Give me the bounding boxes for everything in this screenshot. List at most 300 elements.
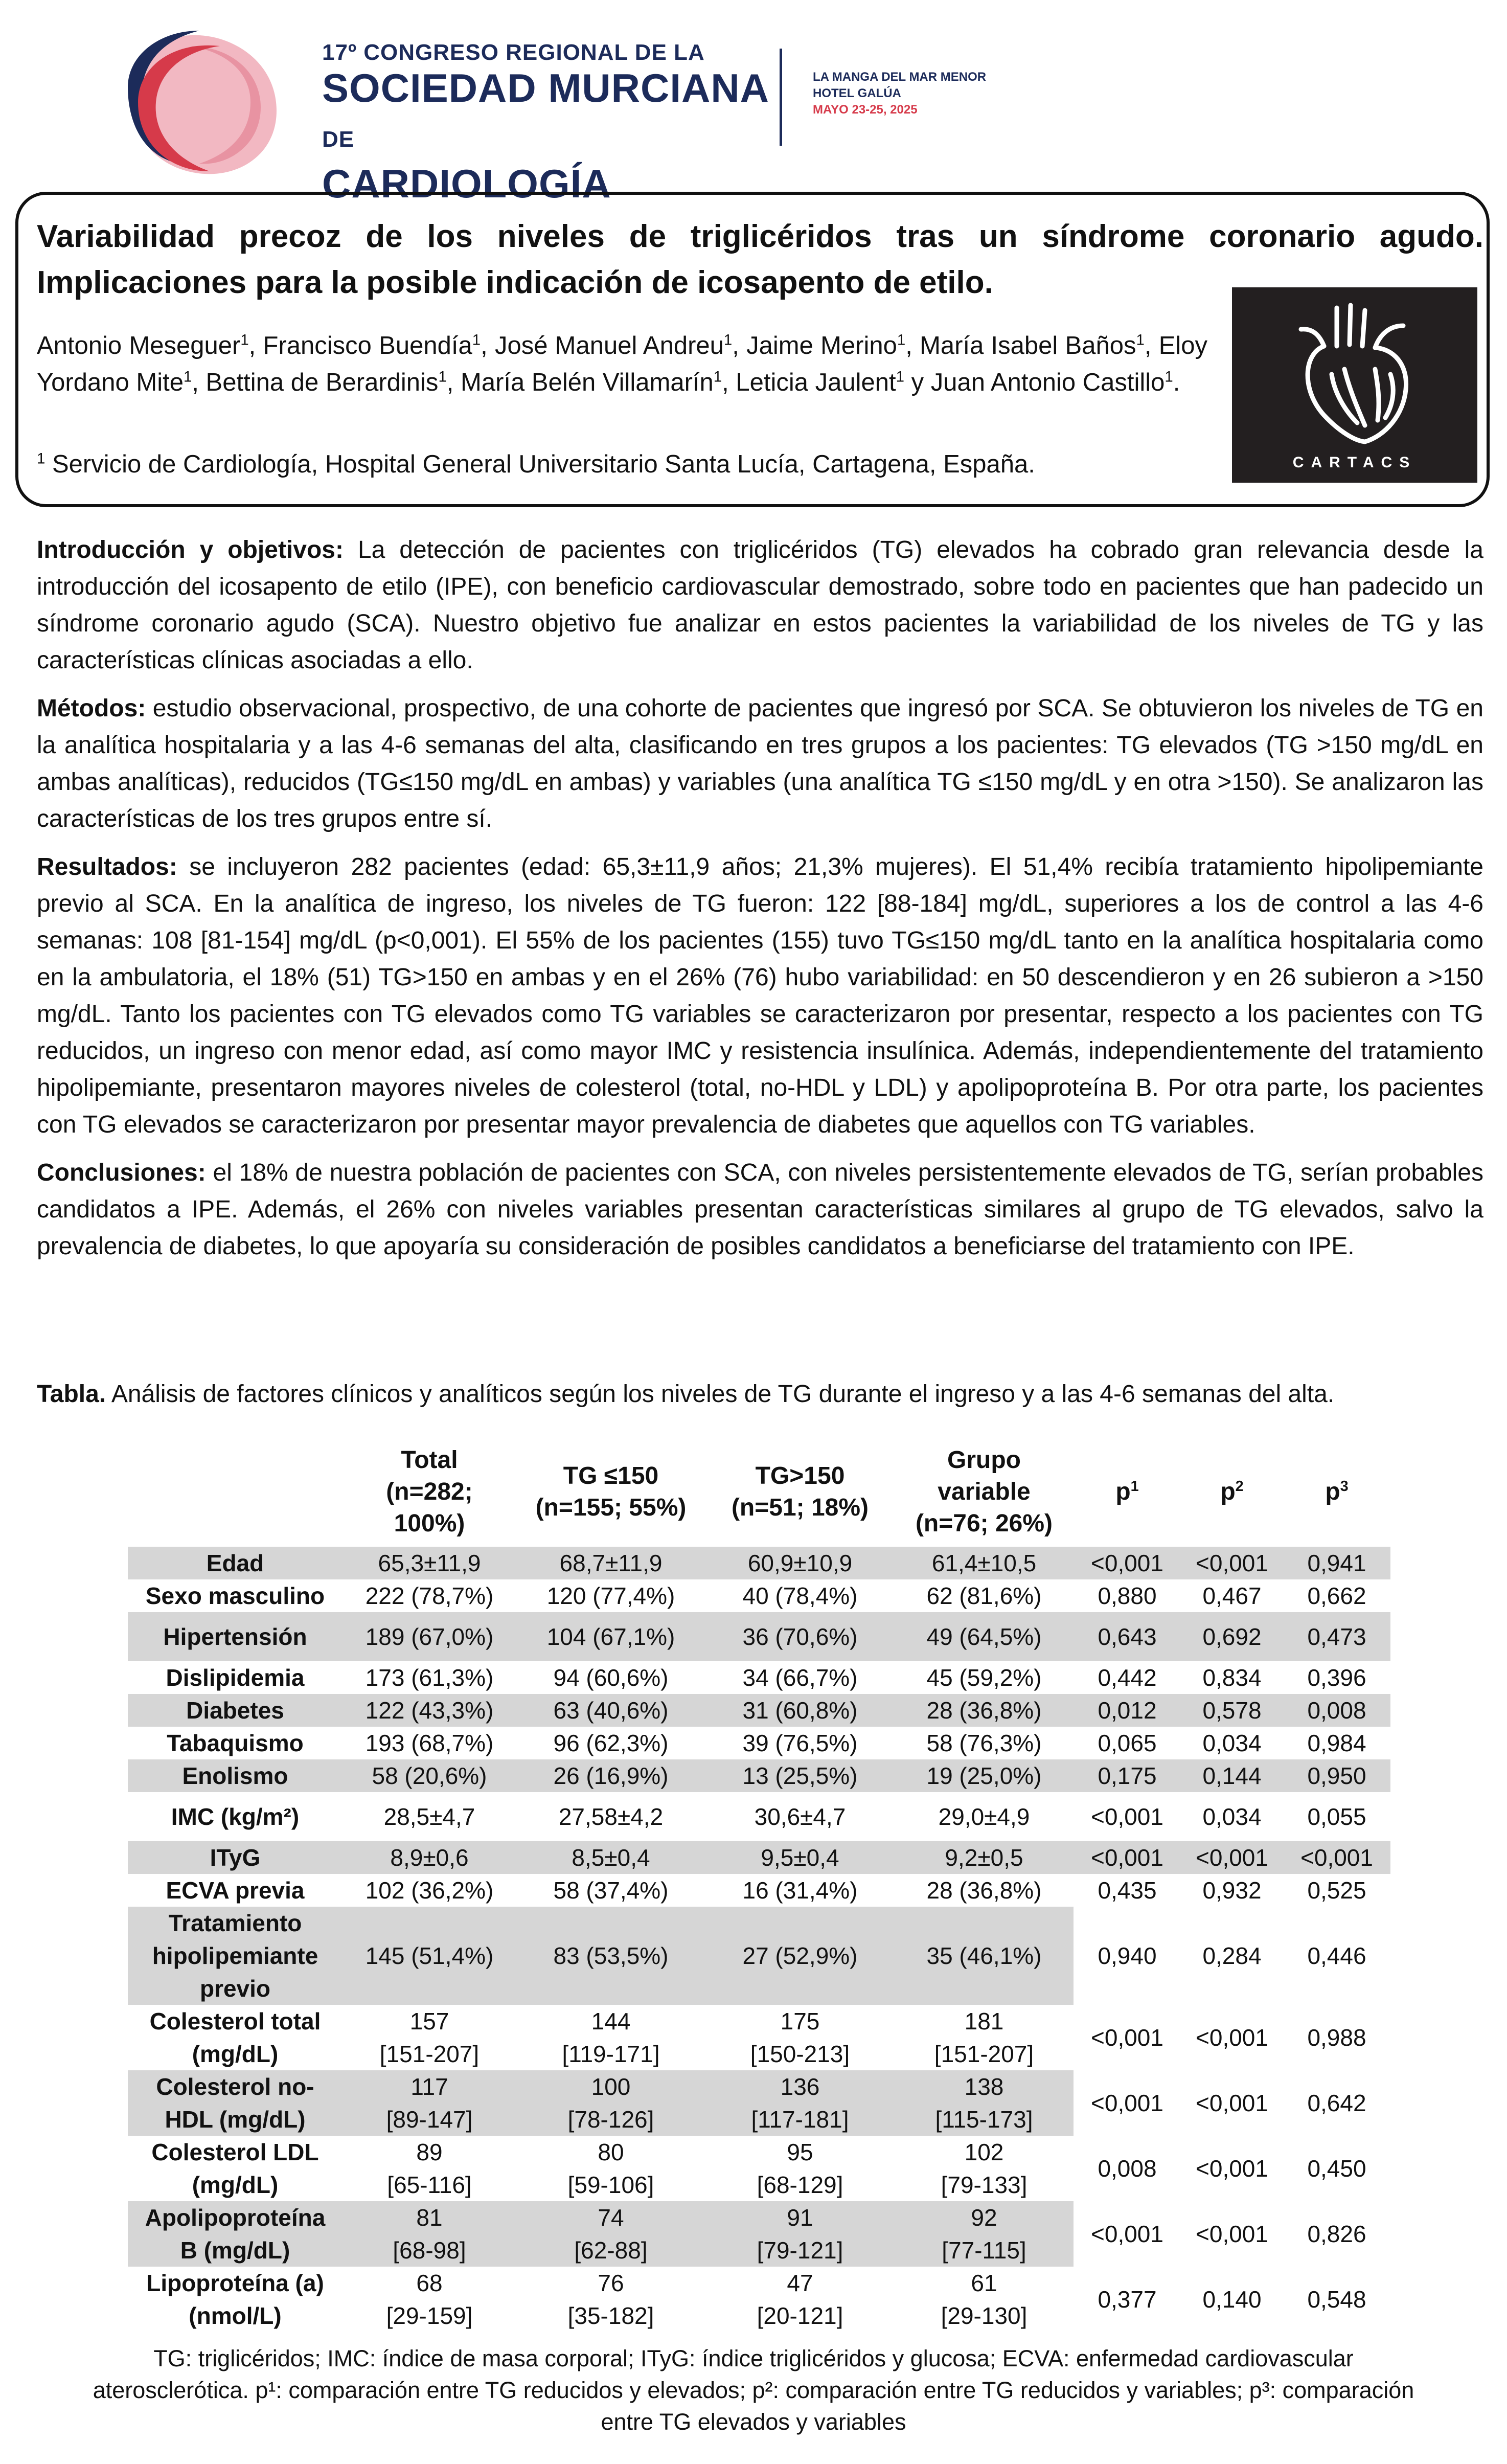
row-label-line: Tratamiento: [168, 1910, 302, 1936]
author-affiliation-sup: 1: [240, 331, 249, 349]
author-name: Jaime Merino: [746, 332, 897, 359]
conclusions-label: Conclusiones:: [37, 1159, 206, 1186]
p-value-cell: 0,932: [1202, 1877, 1262, 1904]
congress-venue: [813, 69, 986, 118]
p-value-cell: <0,001: [1283, 1841, 1390, 1874]
header-line: 100%): [394, 1509, 465, 1537]
results-label: Resultados:: [37, 853, 177, 880]
table-row: [128, 2070, 1390, 2136]
author-affiliation-sup: 1: [897, 331, 906, 349]
p-value-cell: 0,578: [1181, 1694, 1283, 1727]
cell-line: [150-213]: [750, 2041, 850, 2067]
p-value-cell: <0,001: [1074, 1547, 1181, 1579]
row-label-line: Hipertensión: [163, 1623, 307, 1650]
table-cell: [705, 1694, 895, 1727]
row-label: [128, 1612, 342, 1661]
table-cell: [705, 1579, 895, 1612]
table-cell: [342, 1612, 516, 1661]
table-cell: [342, 2201, 516, 2267]
cell-line: 62 (81,6%): [926, 1583, 1042, 1609]
cell-line: 68: [416, 2270, 443, 2296]
cell-line: 138: [964, 2073, 1004, 2100]
table-cell: [516, 2005, 705, 2070]
cell-line: 76: [598, 2270, 624, 2296]
abstract-introduction: [37, 532, 1483, 679]
table-cell: [895, 2136, 1074, 2201]
cell-line: 181: [964, 2008, 1004, 2035]
cell-line: [117-181]: [751, 2106, 849, 2133]
cell-line: 100: [591, 2073, 631, 2100]
table-row: [128, 2201, 1390, 2267]
cell-line: 80: [598, 2139, 624, 2165]
table-cell: [895, 1694, 1074, 1727]
cell-line: 29,0±4,9: [938, 1803, 1030, 1830]
table-cell: [705, 2005, 895, 2070]
table-cell: [516, 1841, 705, 1874]
row-label: [128, 2005, 342, 2070]
table-cell: [705, 1874, 895, 1907]
cell-line: 102 (36,2%): [365, 1877, 494, 1904]
cell-line: 61,4±10,5: [931, 1550, 1037, 1576]
p-value-cell: 0,034: [1202, 1730, 1262, 1756]
p-value-cell: 0,826: [1283, 2201, 1390, 2267]
header-line: Grupo: [947, 1446, 1021, 1474]
cell-line: 39 (76,5%): [742, 1730, 858, 1756]
row-label-line: Tabaquismo: [167, 1730, 304, 1756]
p-value-cell: 0,144: [1181, 1759, 1283, 1792]
abstract-conclusions: [37, 1155, 1483, 1265]
cell-line: 47: [787, 2270, 813, 2296]
cell-line: 92: [971, 2204, 997, 2231]
p-value-cell: 0,012: [1074, 1694, 1181, 1727]
p-value-cell: <0,001: [1181, 1547, 1283, 1579]
table-cell: [895, 1907, 1074, 2005]
table-cell: [895, 1547, 1074, 1579]
table-cell: [342, 1841, 516, 1874]
cell-line: 144: [591, 2008, 631, 2035]
row-label-line: (mg/dL): [192, 2172, 279, 2198]
p-value-cell: 0,175: [1074, 1759, 1181, 1792]
cell-line: 28,5±4,7: [383, 1803, 475, 1830]
p-value-cell: 0,692: [1181, 1612, 1283, 1661]
table-header-cell: [705, 1437, 895, 1547]
cell-line: 104 (67,1%): [546, 1623, 675, 1650]
table-cell: [705, 1792, 895, 1841]
abstract-methods: [37, 690, 1483, 838]
cell-line: [65-116]: [387, 2172, 472, 2198]
header-label: p: [1220, 1478, 1236, 1505]
p-value-cell: 0,950: [1283, 1759, 1390, 1792]
table-cell: [342, 2070, 516, 2136]
cell-line: 28 (36,8%): [926, 1877, 1042, 1904]
cell-line: 222 (78,7%): [365, 1583, 494, 1609]
p-value-cell: 0,442: [1098, 1664, 1157, 1691]
table-cell: [516, 1907, 705, 2005]
table-cell: [895, 2070, 1074, 2136]
author-affiliation-sup: 1: [1136, 331, 1145, 349]
abstract: [37, 532, 1483, 1276]
table-cell: [342, 1907, 516, 2005]
cell-line: [59-106]: [567, 2172, 654, 2198]
table-cell: [705, 1759, 895, 1792]
table-cell: [895, 1579, 1074, 1612]
table-cell: [342, 1661, 516, 1694]
author-name: María Belén Villamarín: [461, 369, 714, 396]
p-value-cell: 0,473: [1283, 1612, 1390, 1661]
congress-edition: 17º CONGRESO REGIONAL DE LA: [322, 40, 705, 65]
cell-line: 45 (59,2%): [926, 1664, 1042, 1691]
table-header-cell: [895, 1437, 1074, 1547]
row-label: [128, 1907, 342, 2005]
cell-line: 58 (20,6%): [372, 1762, 487, 1789]
author-name: María Isabel Baños: [920, 332, 1136, 359]
congress-logo-icon: [107, 26, 296, 179]
cell-line: 68,7±11,9: [559, 1550, 663, 1576]
cell-line: [79-121]: [757, 2237, 843, 2264]
cell-line: [29-159]: [386, 2302, 473, 2329]
cell-line: 95: [787, 2139, 813, 2165]
cell-line: 102: [964, 2139, 1004, 2165]
row-label: [128, 1727, 342, 1759]
header-divider: [780, 49, 782, 146]
cell-line: 61: [971, 2270, 997, 2296]
table-header-cell: [128, 1437, 342, 1547]
results-table: [128, 1437, 1390, 2332]
author-affiliation-sup: 1: [896, 368, 905, 386]
table-cell: [516, 1694, 705, 1727]
cell-line: 40 (78,4%): [742, 1583, 858, 1609]
p-value-cell: 0,008: [1283, 1694, 1390, 1727]
p-value-cell: 0,467: [1202, 1583, 1262, 1609]
row-label: [128, 1547, 342, 1579]
table-cell: [516, 1547, 705, 1579]
cell-line: 9,5±0,4: [761, 1844, 839, 1871]
row-label-line: hipolipemiante: [152, 1942, 318, 1969]
header-line: variable: [938, 1478, 1031, 1505]
p-value-cell: 0,834: [1202, 1664, 1262, 1691]
table-row: [128, 2136, 1390, 2201]
table-cell: [895, 1874, 1074, 1907]
header-sup: 1: [1130, 1478, 1139, 1495]
row-label: [128, 2201, 342, 2267]
table-row: [128, 1907, 1390, 2005]
cell-line: [78-126]: [567, 2106, 654, 2133]
p-value-cell: <0,001: [1181, 2136, 1283, 2201]
cell-line: 27 (52,9%): [742, 1942, 858, 1969]
p-value-cell: <0,001: [1074, 2201, 1181, 2267]
author-affiliation-sup: 1: [183, 368, 192, 386]
table-cell: [516, 1661, 705, 1694]
table-cell: [342, 1547, 516, 1579]
table-header-cell: [1074, 1437, 1181, 1547]
author-affiliation-sup: 1: [1164, 368, 1173, 386]
cell-line: 83 (53,5%): [553, 1942, 669, 1969]
cell-line: 26 (16,9%): [553, 1762, 669, 1789]
table-row: [128, 1727, 1390, 1759]
p-value-cell: <0,001: [1074, 2070, 1181, 2136]
table-cell: [516, 1792, 705, 1841]
p-value-cell: 0,880: [1098, 1583, 1157, 1609]
p-value-cell: 0,450: [1283, 2136, 1390, 2201]
cell-line: 136: [780, 2073, 820, 2100]
cell-line: 8,9±0,6: [390, 1844, 469, 1871]
table-cell: [516, 1759, 705, 1792]
cell-line: [151-207]: [934, 2041, 1034, 2067]
table-cell: [705, 1727, 895, 1759]
cell-line: 193 (68,7%): [365, 1730, 494, 1756]
introduction-label: Introducción y objetivos:: [37, 536, 344, 563]
table-cell: [342, 1579, 516, 1612]
row-label-line: Enolismo: [182, 1762, 288, 1789]
row-label-line: ITyG: [210, 1844, 261, 1871]
row-label-line: Apolipoproteína: [145, 2204, 326, 2231]
table-cell: [516, 1612, 705, 1661]
cell-line: 175: [780, 2008, 820, 2035]
p-value-cell: 0,941: [1283, 1547, 1390, 1579]
cell-line: 145 (51,4%): [365, 1942, 494, 1969]
p-value-cell: <0,001: [1074, 1841, 1181, 1874]
row-label-line: HDL (mg/dL): [165, 2106, 306, 2133]
header-line: TG ≤150: [563, 1462, 659, 1489]
cell-line: [79-133]: [941, 2172, 1028, 2198]
cell-line: 189 (67,0%): [365, 1623, 494, 1650]
table-row: [128, 1694, 1390, 1727]
cell-line: 94 (60,6%): [553, 1664, 669, 1691]
p-value-cell: <0,001: [1091, 1803, 1163, 1830]
cell-line: [20-121]: [757, 2302, 843, 2329]
table-cell: [895, 1727, 1074, 1759]
cell-line: 31 (60,8%): [742, 1697, 858, 1724]
cell-line: 16 (31,4%): [742, 1877, 858, 1904]
anatomical-heart-icon: [1288, 298, 1421, 446]
table-cell: [895, 2201, 1074, 2267]
abstract-results: [37, 849, 1483, 1143]
table-cell: [342, 1694, 516, 1727]
cell-line: 63 (40,6%): [553, 1697, 669, 1724]
author-list: Antonio Meseguer$^1$, Francisco Buendía$^1$, José Manuel Andreu$^1$, Jaime Merino$^1$, María Isabel Baños$^1$, Eloy Yordano Mite$^1$, Bettina de Berardinis$^1$, María Belén Villamarín$^1$, Leticia Jaulent$^1$ y Juan Antonio Castillo$^1$.: [37, 331, 1208, 396]
table-cell: [705, 2201, 895, 2267]
p-value-cell: 0,284: [1181, 1907, 1283, 2005]
table-header-cell: [342, 1437, 516, 1547]
table-row: [128, 1792, 1390, 1841]
author-name: Juan Antonio Castillo: [930, 369, 1165, 396]
society-specialty: CARDIOLOGÍA: [322, 161, 611, 206]
cell-line: [115-173]: [935, 2106, 1033, 2133]
cell-line: [77-115]: [942, 2237, 1026, 2264]
cell-line: 157: [409, 2008, 449, 2035]
p-value-cell: 0,940: [1074, 1907, 1181, 2005]
table-cell: [705, 1612, 895, 1661]
header-line: (n=282;: [386, 1478, 473, 1505]
table-cell: [705, 2267, 895, 2332]
introduction-text: La detección de pacientes con triglicéridos (TG) elevados ha cobrado gran relevancia desde la introducción del icosapento de etilo (IPE), con beneficio cardiovascular demostrado, sobre todo en pacientes que han padecido un síndrome coronario agudo (SCA). Nuestro objetivo fue analizar en estos pacientes la variabilidad de los niveles de TG y las características clínicas asociadas a ello.: [37, 536, 1483, 674]
row-label: [128, 1579, 342, 1612]
venue-location: LA MANGA DEL MAR MENOR: [813, 70, 987, 84]
p-value-cell: 0,525: [1307, 1877, 1366, 1904]
row-label-line: previo: [199, 1975, 271, 2002]
table-cell: [895, 1612, 1074, 1661]
table-cell: [342, 2267, 516, 2332]
row-label-line: ECVA previa: [166, 1877, 305, 1904]
p-value-cell: 0,034: [1202, 1803, 1262, 1830]
cell-line: [62-88]: [574, 2237, 648, 2264]
table-header-row: [128, 1437, 1390, 1547]
p-value-cell: 0,662: [1307, 1583, 1366, 1609]
table-cell: [705, 2136, 895, 2201]
society-name-de: DE: [322, 127, 355, 152]
author-affiliation-sup: 1: [723, 331, 733, 349]
table-cell: [895, 1661, 1074, 1694]
society-name: SOCIEDAD MURCIANA: [322, 65, 768, 110]
methods-label: Métodos:: [37, 695, 146, 722]
author-name: Eloy Yordano Mite: [37, 332, 1208, 396]
cell-line: 35 (46,1%): [926, 1942, 1042, 1969]
table-cell: [516, 1727, 705, 1759]
cell-line: [68-129]: [757, 2172, 843, 2198]
row-label: [128, 1792, 342, 1841]
venue-hotel: HOTEL GALÚA: [813, 86, 901, 100]
cell-line: 36 (70,6%): [742, 1623, 858, 1650]
cell-line: 30,6±4,7: [754, 1803, 846, 1830]
table-cell: [342, 2005, 516, 2070]
row-label: [128, 2136, 342, 2201]
p-value-cell: 0,008: [1074, 2136, 1181, 2201]
p-value-cell: 0,446: [1283, 1907, 1390, 2005]
cell-line: 120 (77,4%): [546, 1583, 675, 1609]
affiliation-sup: 1: [37, 450, 45, 467]
table-cell: [705, 1547, 895, 1579]
table-cell: [342, 1874, 516, 1907]
row-label-line: Colesterol LDL: [151, 2139, 319, 2165]
table-row: [128, 1547, 1390, 1579]
row-label: [128, 1759, 342, 1792]
table-cell: [342, 1792, 516, 1841]
p-value-cell: <0,001: [1074, 2005, 1181, 2070]
p-value-cell: <0,001: [1181, 2070, 1283, 2136]
author-name: Bettina de Berardinis: [206, 369, 439, 396]
row-label: [128, 1661, 342, 1694]
table-caption-label: Tabla.: [37, 1381, 106, 1408]
congress-header: [0, 0, 1507, 206]
p-value-cell: <0,001: [1181, 2201, 1283, 2267]
table-cell: [516, 2201, 705, 2267]
table-caption: [37, 1378, 1483, 1411]
cell-line: [151-207]: [379, 2041, 480, 2067]
cell-line: 173 (61,3%): [365, 1664, 494, 1691]
cell-line: [68-98]: [393, 2237, 466, 2264]
methods-text: estudio observacional, prospectivo, de una cohorte de pacientes que ingresó por SCA. Se obtuvieron los niveles de TG en la analítica hospitalaria y a las 4-6 semanas del alta, clasificando en tres grupos a los pacientes: TG elevados (TG >150 mg/dL en ambas analíticas), reducidos (TG≤150 mg/dL en ambas) y variables (una analítica TG ≤150 mg/dL y en otra >150). Se analizaron las características de los tres grupos entre sí.: [37, 695, 1484, 832]
cell-line: 96 (62,3%): [553, 1730, 669, 1756]
venue-dates: MAYO 23-25, 2025: [813, 103, 918, 117]
row-label-line: B (mg/dL): [180, 2237, 290, 2264]
results-text: se incluyeron 282 pacientes (edad: 65,3±11,9 años; 21,3% mujeres). El 51,4% recibía tratamiento hipolipemiante previo al SCA. En la analítica de ingreso, los niveles de TG fueron: 122 [88-184] mg/dL, superiores a los de control a las 4-6 semanas: 108 [81-154] mg/dL (p<0,001). El 55% de los pacientes (155) tuvo TG≤150 mg/dL tanto en la analítica hospitalaria como en la ambulatoria, el 18% (51) TG>150 en ambas y en el 26% (76) hubo variabilidad: en 50 descendieron y en 26 subieron a >150 mg/dL. Tanto los pacientes con TG elevados como TG variables se caracterizaron por presentar, respecto a los pacientes con TG reducidos, un ingreso con menor edad, así como mayor IMC y resistencia insulínica. Además, independientemente del tratamiento hipolipemiante, presentaron mayores niveles de colesterol (total, no-HDL y LDL) y apolipoproteína B. Por otra parte, los pacientes con TG elevados se caracterizaron por presentar mayor prevalencia de diabetes que aquellos con TG variables.: [37, 853, 1483, 1138]
p-value-cell: 0,377: [1074, 2267, 1181, 2332]
p-value-cell: <0,001: [1181, 2005, 1283, 2070]
cell-line: 89: [416, 2139, 443, 2165]
row-label-line: (mg/dL): [192, 2041, 279, 2067]
table-row: [128, 1579, 1390, 1612]
cell-line: [35-182]: [567, 2302, 654, 2329]
p-value-cell: 0,055: [1307, 1803, 1366, 1830]
table-cell: [516, 1874, 705, 1907]
row-label-line: Colesterol no-: [156, 2073, 314, 2100]
table-cell: [342, 1727, 516, 1759]
p-value-cell: 0,643: [1074, 1612, 1181, 1661]
p-value-cell: <0,001: [1181, 1841, 1283, 1874]
table-row: [128, 2267, 1390, 2332]
row-label-line: Colesterol total: [149, 2008, 321, 2035]
cell-line: 91: [787, 2204, 813, 2231]
cell-line: 60,9±10,9: [747, 1550, 853, 1576]
table-cell: [895, 1792, 1074, 1841]
row-label: [128, 2070, 342, 2136]
cartacs-badge: [1232, 287, 1477, 483]
cell-line: 8,5±0,4: [572, 1844, 650, 1871]
table-cell: [895, 1841, 1074, 1874]
table-footnote: TG: triglicéridos; IMC: índice de masa corporal; ITyG: índice triglicéridos y glucosa; ECVA: enfermedad cardiovascular aterosclerótica. p¹: comparación entre TG reducidos y elevados; p²: comparación entre TG reducidos y variables; p³: comparación entre TG elevados y variables: [93, 2345, 1414, 2435]
affiliation: [37, 446, 1207, 483]
conclusions-text: el 18% de nuestra población de pacientes con SCA, con niveles persistentemente elevados de TG, serían probables candidatos a IPE. Además, el 26% con niveles variables presentan características similares al grupo de TG elevados, salvo la prevalencia de diabetes, lo que apoyaría su consideración de posibles candidatos a beneficiarse del tratamiento con IPE.: [37, 1159, 1483, 1260]
row-label: [128, 1694, 342, 1727]
p-value-cell: 0,988: [1283, 2005, 1390, 2070]
cell-line: [119-171]: [562, 2041, 660, 2067]
cell-line: 9,2±0,5: [945, 1844, 1023, 1871]
table-cell: [516, 1579, 705, 1612]
p-value-cell: 0,548: [1283, 2267, 1390, 2332]
cell-line: 122 (43,3%): [365, 1697, 494, 1724]
row-label: [128, 2267, 342, 2332]
table-cell: [705, 1661, 895, 1694]
header-line: TG>150: [755, 1462, 845, 1489]
row-label-line: (nmol/L): [189, 2302, 282, 2329]
cell-line: 74: [598, 2204, 624, 2231]
row-label-line: Diabetes: [186, 1697, 284, 1724]
cell-line: [89-147]: [386, 2106, 473, 2133]
table-cell: [342, 2136, 516, 2201]
table-row: [128, 1841, 1390, 1874]
header-label: p: [1115, 1478, 1131, 1505]
p-value-cell: 0,396: [1307, 1664, 1366, 1691]
author-name: Antonio Meseguer: [37, 332, 241, 359]
header-line: (n=51; 18%): [731, 1494, 869, 1521]
table-cell: [516, 2070, 705, 2136]
p-value-cell: 0,435: [1098, 1877, 1157, 1904]
row-label: [128, 1841, 342, 1874]
cell-line: 65,3±11,9: [378, 1550, 481, 1576]
row-label-line: Edad: [206, 1550, 264, 1576]
cell-line: 49 (64,5%): [926, 1623, 1042, 1650]
header-line: Total: [401, 1446, 458, 1474]
affiliation-text: Servicio de Cardiología, Hospital General Universitario Santa Lucía, Cartagena, España.: [52, 450, 1035, 478]
paper-title: Variabilidad precoz de los niveles de triglicéridos tras un síndrome coronario agudo. Implicaciones para la posible indicación de icosapento de etilo.: [37, 219, 1483, 300]
cell-line: 19 (25,0%): [926, 1762, 1042, 1789]
table-cell: [516, 2136, 705, 2201]
table-header-cell: [516, 1437, 705, 1547]
table-cell: [705, 2070, 895, 2136]
cell-line: [29-130]: [941, 2302, 1028, 2329]
table-row: [128, 1759, 1390, 1792]
p-value-cell: 0,140: [1181, 2267, 1283, 2332]
header-sup: 3: [1340, 1478, 1349, 1495]
table-row: [128, 1874, 1390, 1907]
row-label-line: Dislipidemia: [166, 1664, 305, 1691]
cell-line: 58 (76,3%): [926, 1730, 1042, 1756]
author-affiliation-sup: 1: [713, 368, 722, 386]
p-value-cell: 0,642: [1283, 2070, 1390, 2136]
table-row: [128, 1612, 1390, 1661]
row-label-line: Sexo masculino: [145, 1583, 325, 1609]
author-name: Francisco Buendía: [263, 332, 472, 359]
